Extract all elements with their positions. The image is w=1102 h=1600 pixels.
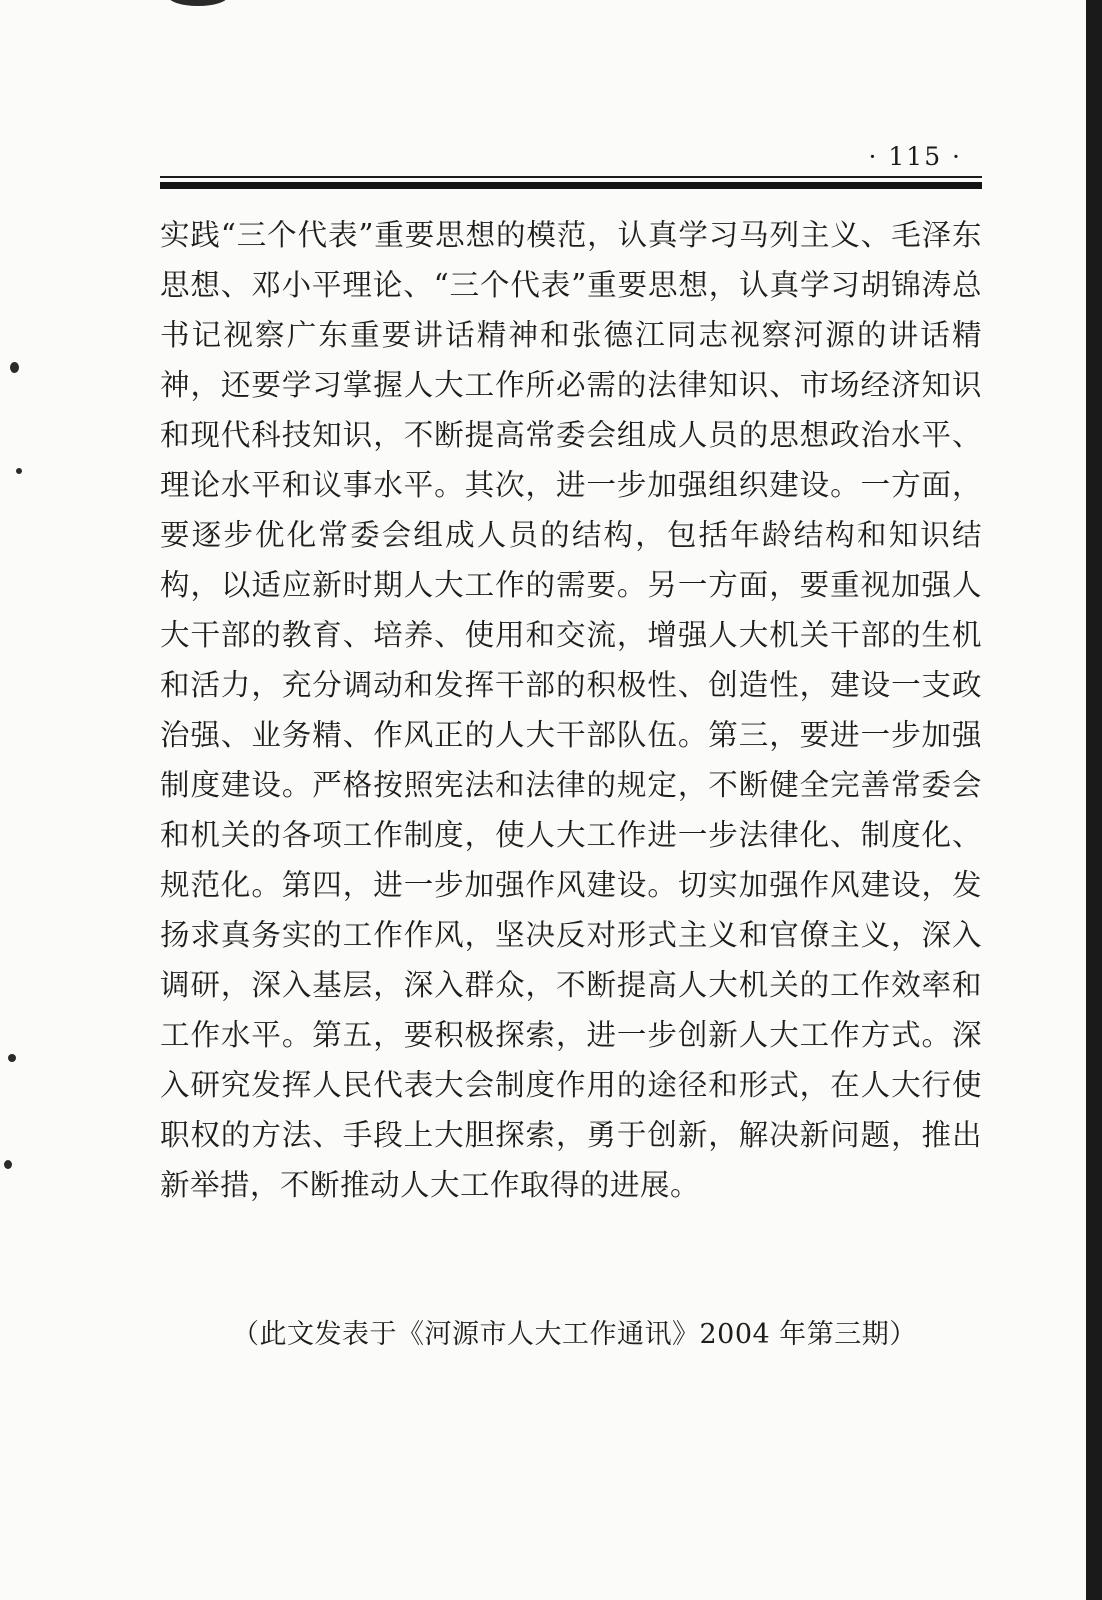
scan-speck bbox=[16, 468, 22, 474]
scan-mark bbox=[168, 0, 228, 6]
scan-speck bbox=[4, 1160, 12, 1169]
source-note: （此文发表于《河源市人大工作通讯》2004 年第三期） bbox=[232, 1319, 917, 1350]
header-rule-thick bbox=[160, 182, 982, 189]
header-rule-thin bbox=[160, 176, 982, 178]
body-paragraph: 实践“三个代表”重要思想的模范，认真学习马列主义、毛泽东思想、邓小平理论、“三个代表”重要思想，认真学习胡锦涛总书记视察广东重要讲话精神和张德江同志视察河源的讲话精神，还要学习掌握人大工作所必需的法律知识、市场经济知识和现代科技知识，不断提高常委会组成人员的思想政治水平、理论水平和议事水平。其次，进一步加强组织建设。一方面，要逐步优化常委会组成人员的结构，包括年龄结构和知识结构，以适应新时期人大工作的需要。另一方面，要重视加强人大干部的教育、培养、使用和交流，增强人大机关干部的生机和活力，充分调动和发挥干部的积极性、创造性，建设一支政治强、业务精、作风正的人大干部队伍。第三，要进一步加强制度建设。严格按照宪法和法律的规定，不断健全完善常委会和机关的各项工作制度，使人大工作进一步法律化、制度化、规范化。第四，进一步加强作风建设。切实加强作风建设，发扬求真务实的工作作风，坚决反对形式主义和官僚主义，深入调研，深入基层，深入群众，不断提高人大机关的工作效率和工作水平。第五，要积极探索，进一步创新人大工作方式。深入研究发挥人民代表大会制度作用的途径和形式，在人大行使职权的方法、手段上大胆探索，勇于创新，解决新问题，推出新举措，不断推动人大工作取得的进展。 bbox=[160, 218, 982, 1202]
scan-speck bbox=[10, 362, 19, 373]
page-number: · 115 · bbox=[868, 142, 962, 171]
scan-speck bbox=[8, 1054, 16, 1062]
